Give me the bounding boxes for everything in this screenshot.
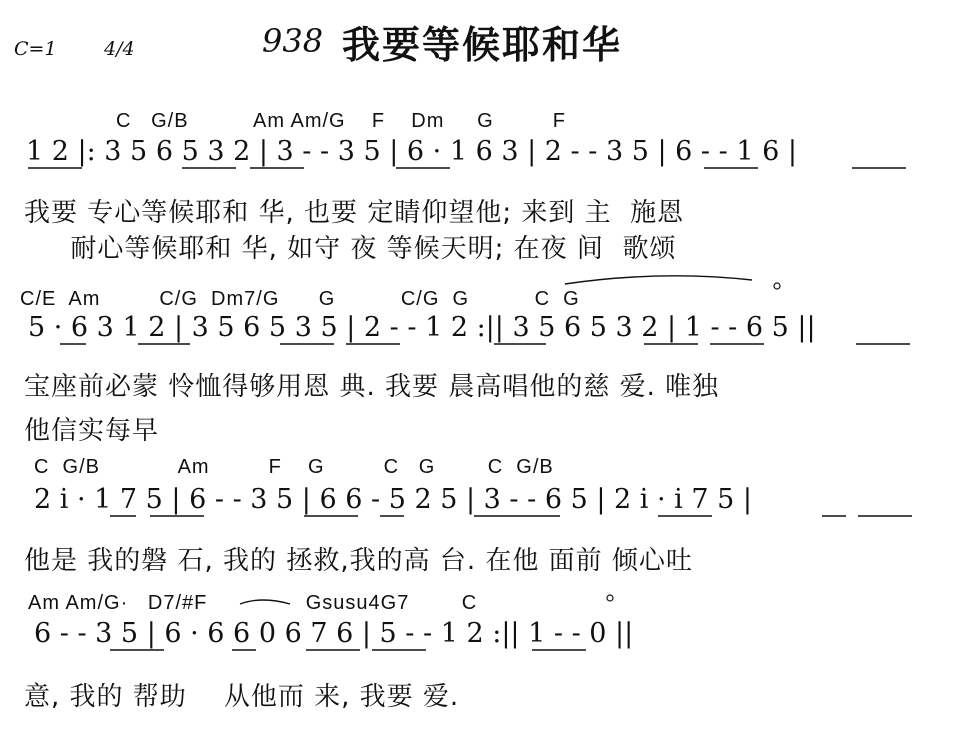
slur-mark [565,276,752,284]
chord-line-1: C G/B Am Am/G F Dm G F [116,110,566,132]
notation-line-2: 5 · 6 3 1 2 | 3 5 6 5 3 5 | 2 - - 1 2 :|| 3 5 6 5 3 2 | 1 - - 6 5 || [28,312,816,343]
chord-line-2: C/E Am C/G Dm7/G G C/G G C G [20,288,580,310]
hymn-number: 938 [262,22,324,60]
hymn-title: 我要等候耶和华 [342,23,623,67]
key-signature: C=1 [14,38,57,60]
fermata-icon-2 [607,595,613,601]
lyric-line-2a: 宝座前必蒙 怜恤得够用恩 典. 我要 晨高唱他的慈 爱. 唯独 [24,372,720,402]
lyric-line-2b: 他信实每早 [24,416,160,446]
time-signature: 4/4 [104,38,135,60]
notation-line-3: 2 i · 1 7 5 | 6 - - 3 5 | 6 6 - 5 2 5 | 3 - - 6 5 | 2 i · i 7 5 | [34,484,753,515]
chord-line-3: C G/B Am F G C G C G/B [34,456,554,478]
fermata-icon [774,283,780,289]
lyric-line-1a: 我要 专心等候耶和 华, 也要 定睛仰望他; 来到 主 施恩 [24,198,685,228]
lyric-line-1b: 耐心等候耶和 华, 如守 夜 等候天明; 在夜 间 歌颂 [24,234,677,264]
lyric-line-4a: 意, 我的 帮助 从他而 来, 我要 爱. [24,682,460,712]
notation-line-4: 6 - - 3 5 | 6 · 6 6 0 6 7 6 | 5 - - 1 2 :|| 1 - - 0 || [34,618,634,649]
notation-line-1: 1 2 |: 3 5 6 5 3 2 | 3 - - 3 5 | 6 · 1 6 3 | 2 - - 3 5 | 6 - - 1 6 | [26,136,797,167]
lyric-line-3a: 他是 我的磐 石, 我的 拯救,我的高 台. 在他 面前 倾心吐 [24,546,693,576]
chord-line-4: Am Am/G· D7/#F Gsusu4G7 C [28,592,478,614]
